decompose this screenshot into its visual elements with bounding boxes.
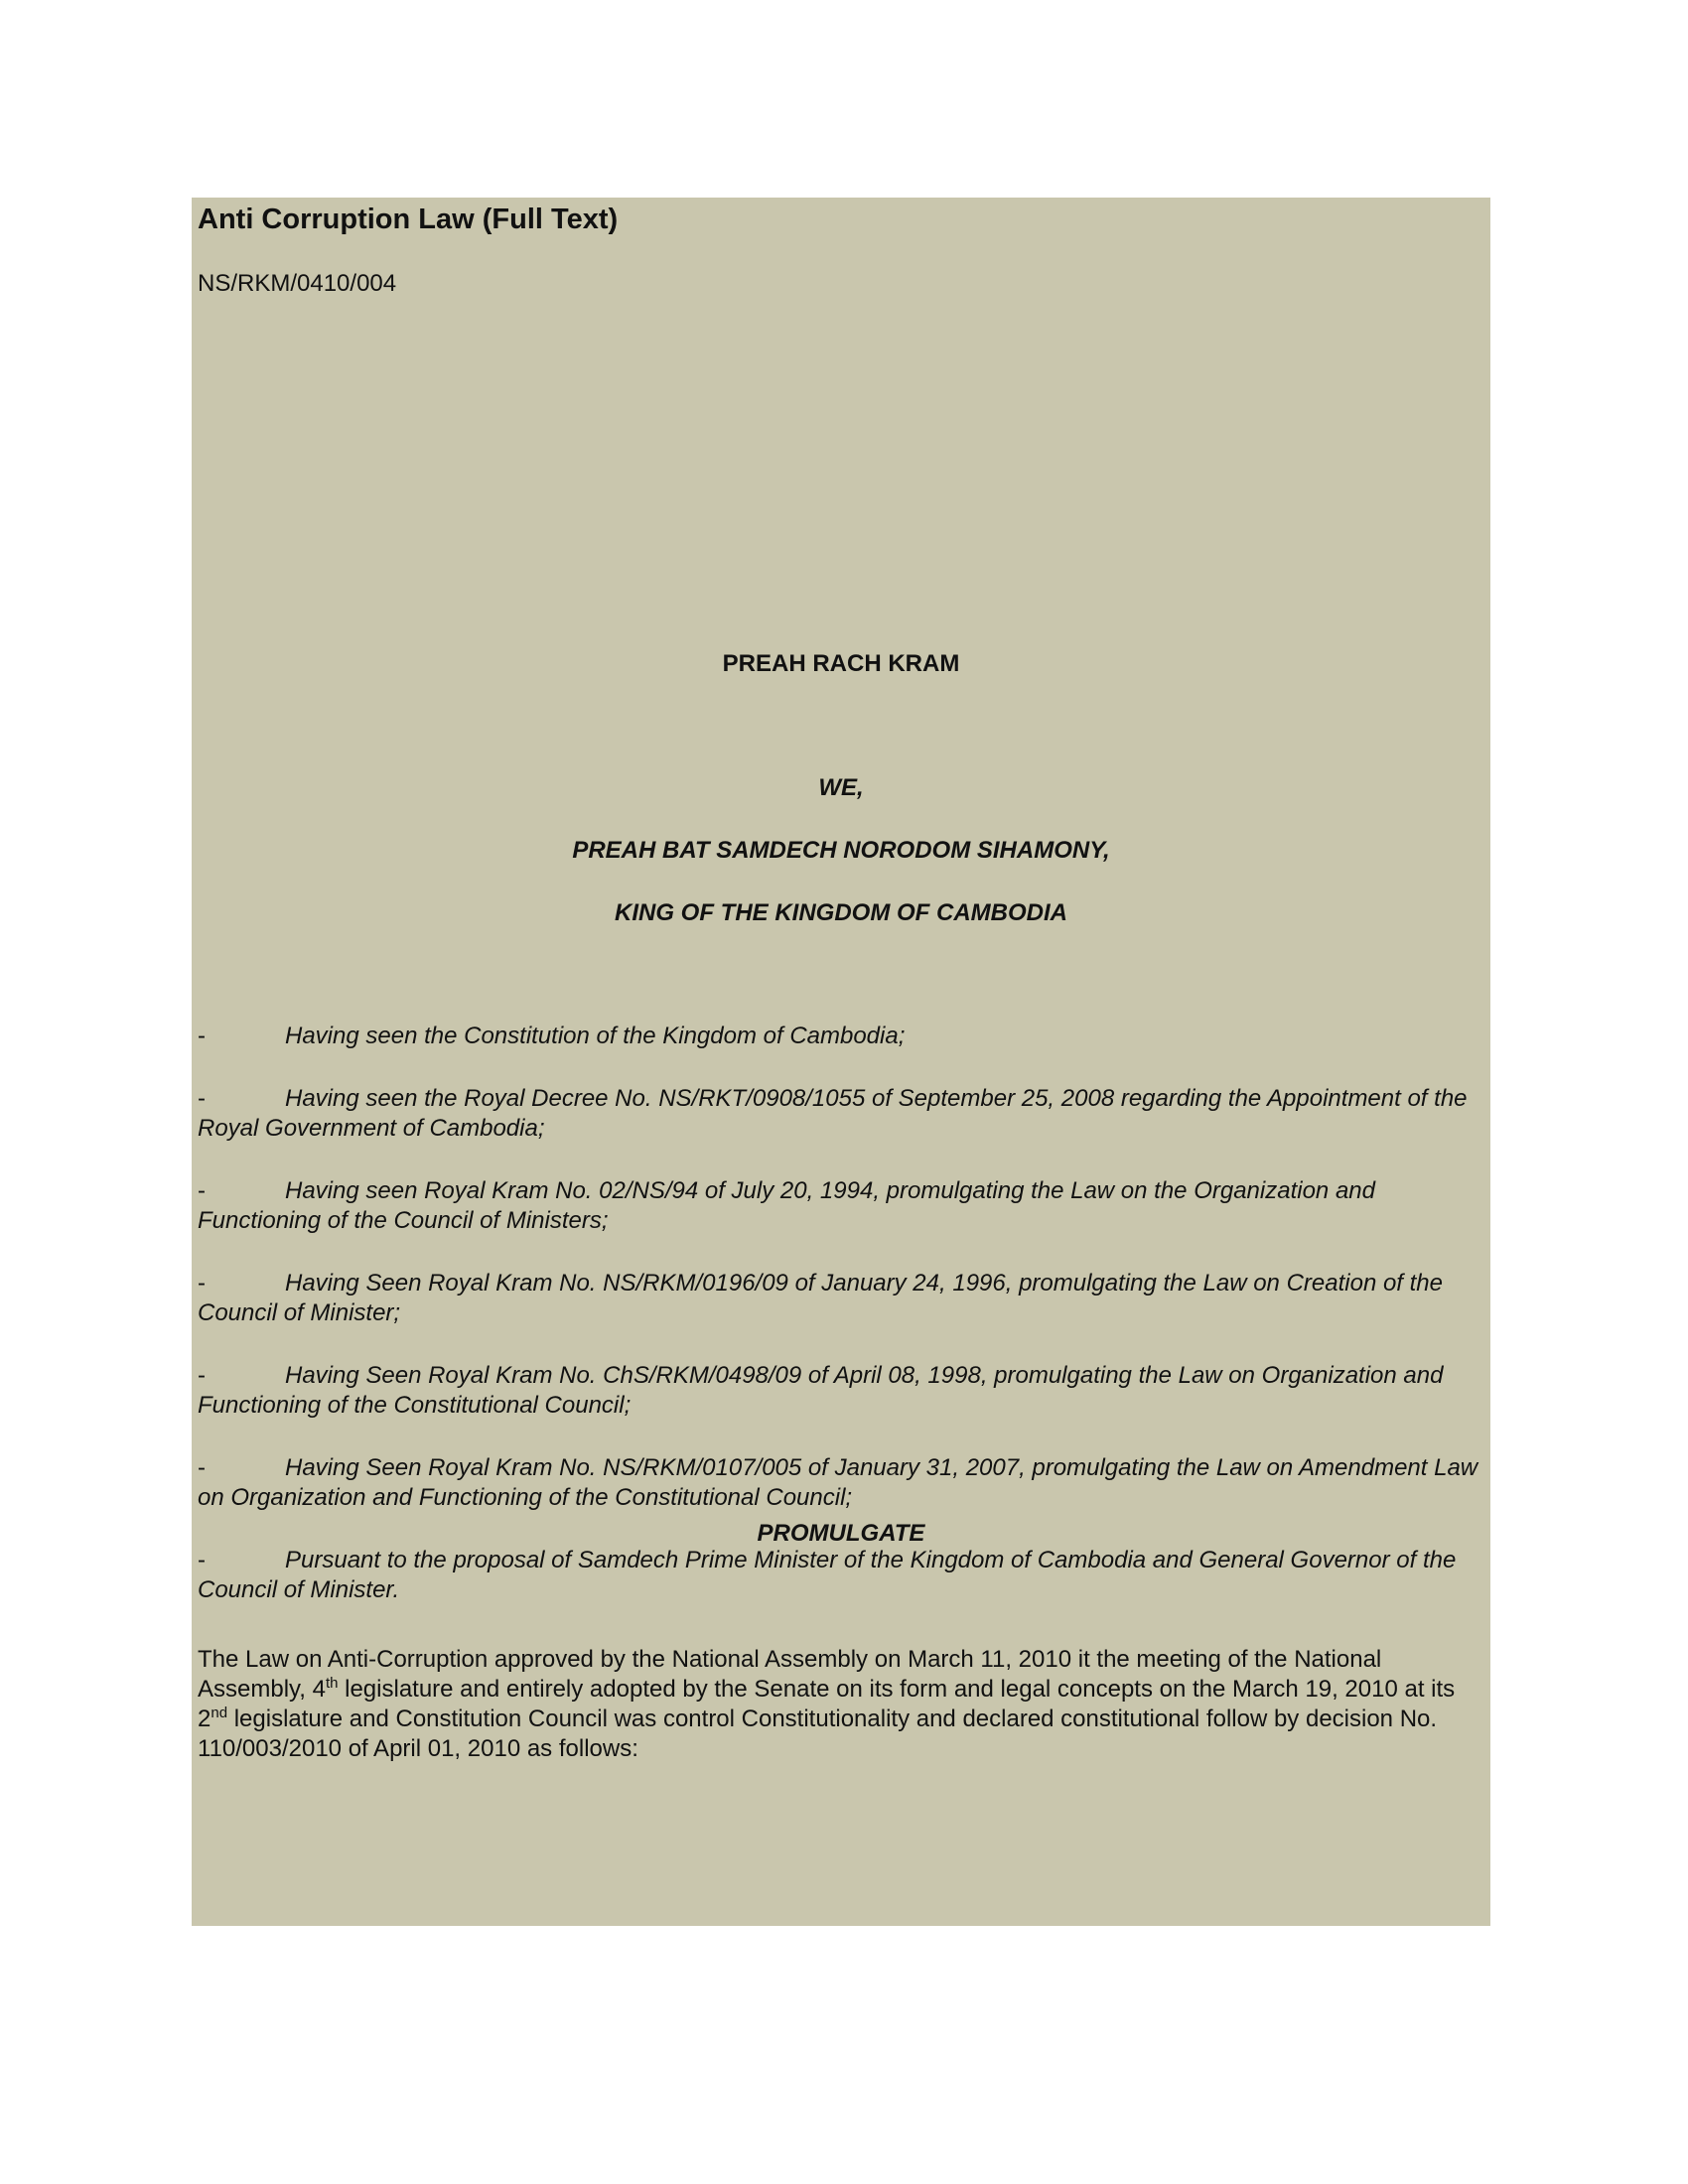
consideration-item [198, 1022, 1488, 1051]
document-title: Anti Corruption Law (Full Text) [198, 204, 619, 235]
consideration-item [198, 1546, 1488, 1605]
consideration-text: Having seen Royal Kram No. 02/NS/94 of July 20, 1994, promulgating the Law on the Organization and Functioning of the Council of Ministers; [198, 1177, 1375, 1234]
consideration-text: Pursuant to the proposal of Samdech Prime Minister of the Kingdom of Cambodia and General Governor of the Council of Minister. [198, 1547, 1457, 1603]
dash-marker: - [198, 1270, 206, 1297]
promulgate-heading: PROMULGATE [757, 1520, 925, 1547]
consideration-text: Having seen the Constitution of the Kingdom of Cambodia; [285, 1023, 906, 1049]
royal-kram-heading: PREAH RACH KRAM [722, 650, 960, 677]
promulgation-text-part-1: The Law on Anti-Corruption approved by the National Assembly on March 11, 2010 it the meeting of the National Assembly, 4 [198, 1646, 1382, 1703]
dash-marker: - [198, 1085, 206, 1112]
consideration-item [198, 1361, 1488, 1421]
ordinal-suffix-nd: nd [211, 1705, 228, 1721]
dash-marker: - [198, 1023, 206, 1049]
consideration-text: Having Seen Royal Kram No. NS/RKM/0196/09 of January 24, 1996, promulgating the Law on Creation of the Council of Minister; [198, 1270, 1444, 1326]
dash-marker: - [198, 1177, 206, 1204]
consideration-item [198, 1453, 1488, 1513]
consideration-item [198, 1084, 1488, 1144]
document-number: NS/RKM/0410/004 [198, 270, 397, 297]
king-title: KING OF THE KINGDOM OF CAMBODIA [615, 899, 1067, 926]
consideration-text: Having Seen Royal Kram No. NS/RKM/0107/005 of January 31, 2007, promulgating the Law on Amendment Law on Organization and Functioning of the Constitutional Council; [198, 1454, 1478, 1511]
we-line: WE, [818, 774, 864, 801]
document-panel [192, 198, 1490, 1926]
promulgation-text-part-3: legislature and Constitution Council was control Constitutionality and declared constitutional follow by decision No. 110/003/2010 of April 01, 2010 as follows: [198, 1706, 1438, 1762]
promulgation-paragraph [198, 1645, 1483, 1764]
consideration-text: Having seen the Royal Decree No. NS/RKT/0908/1055 of September 25, 2008 regarding the Appointment of the Royal Government of Cambodia; [198, 1085, 1468, 1142]
consideration-item [198, 1176, 1488, 1236]
dash-marker: - [198, 1547, 206, 1573]
consideration-item [198, 1269, 1488, 1328]
dash-marker: - [198, 1454, 206, 1481]
king-name: PREAH BAT SAMDECH NORODOM SIHAMONY, [572, 837, 1110, 864]
consideration-text: Having Seen Royal Kram No. ChS/RKM/0498/09 of April 08, 1998, promulgating the Law on Organization and Functioning of the Constitutional Council; [198, 1362, 1444, 1419]
dash-marker: - [198, 1362, 206, 1389]
promulgation-text-part-2: legislature and entirely adopted by the Senate on its form and legal concepts on the March 19, 2010 at its 2 [198, 1676, 1456, 1732]
ordinal-suffix-th: th [325, 1675, 339, 1692]
